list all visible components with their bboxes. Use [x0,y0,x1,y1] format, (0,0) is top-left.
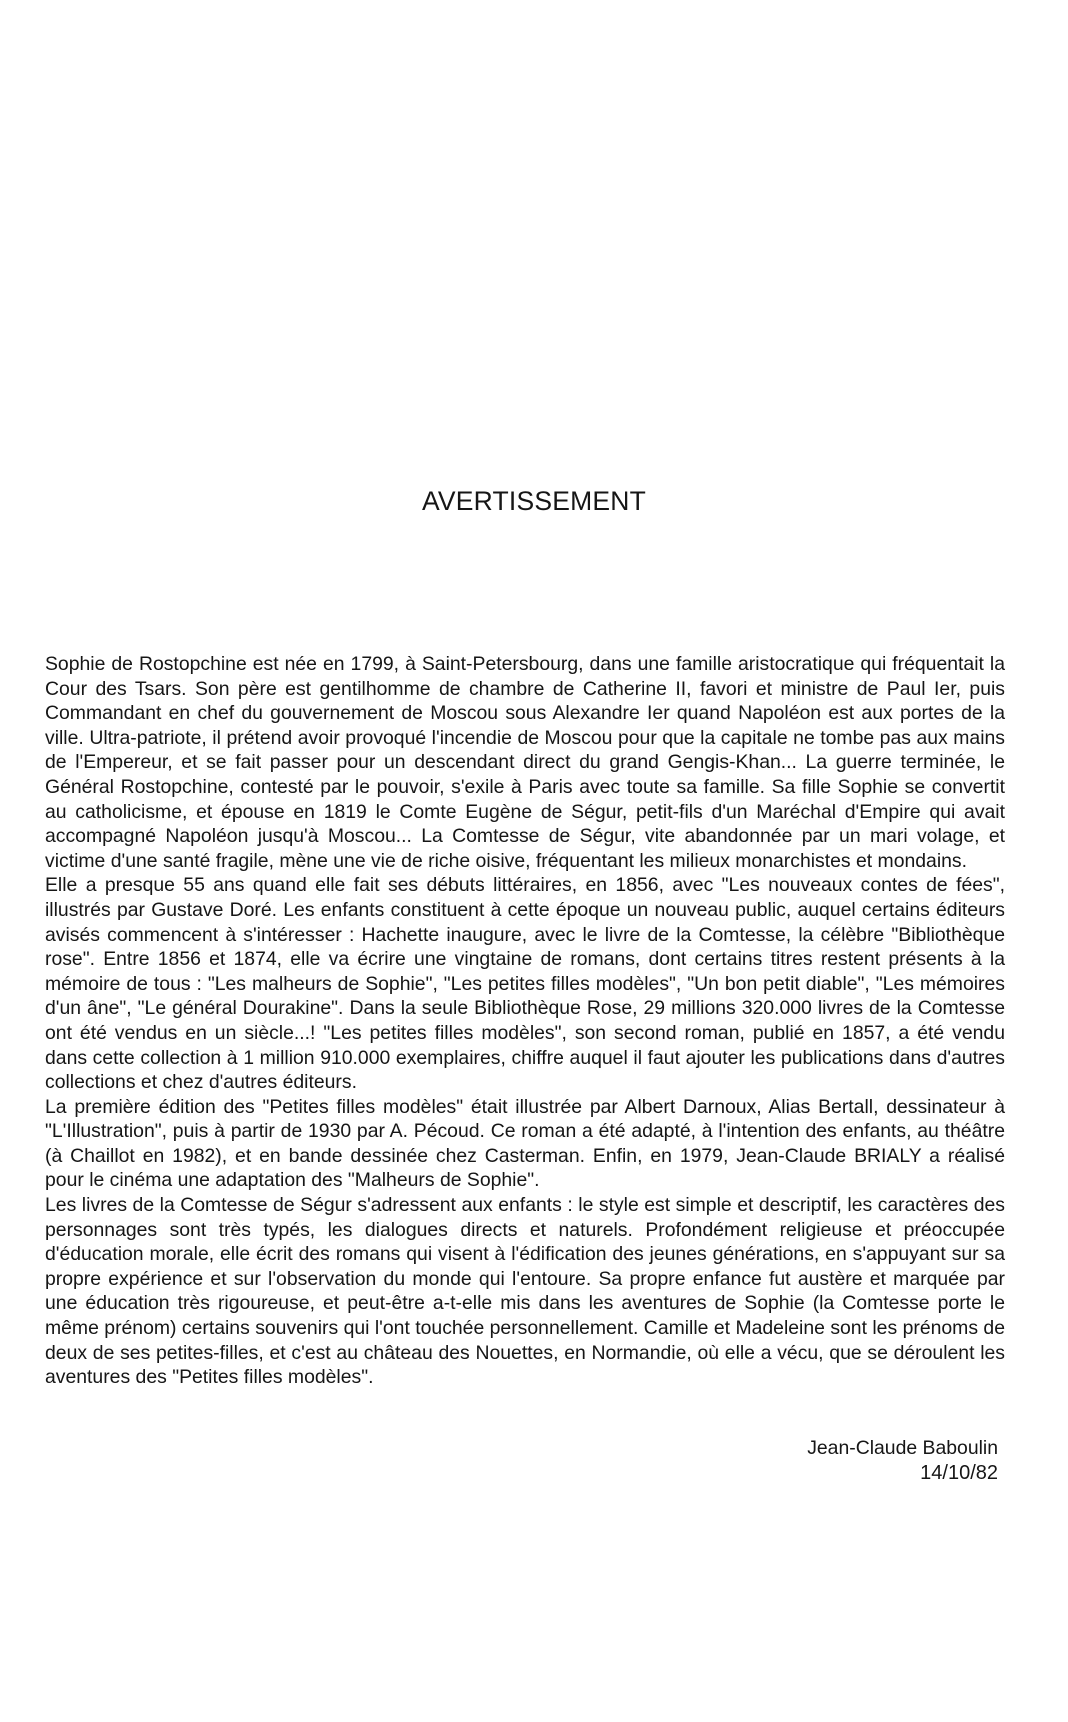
page-title: AVERTISSEMENT [422,486,646,516]
paragraph-biography: Sophie de Rostopchine est née en 1799, à Saint-Petersbourg, dans une famille aristocratique qui fréquentait la Cour des Tsars. Son père est gentilhomme de chambre de Catherine II, favori et ministre de Paul Ier, puis Commandant en chef du gouvernement de Moscou sous Alexandre Ier quand Napoléon est aux portes de la ville. Ultra-patriote, il prétend avoir provoqué l'incendie de Moscou pour que la capitale ne tombe pas aux mains de l'Empereur, et se fait passer pour un descendant direct du grand Gengis-Khan... La guerre terminée, le Général Rostopchine, contesté par le pouvoir, s'exile à Paris avec toute sa famille. Sa fille Sophie se convertit au catholicisme, et épouse en 1819 le Comte Eugène de Ségur, petit-fils d'un Maréchal d'Empire qui avait accompagné Napoléon jusqu'à Moscou... La Comtesse de Ségur, vite abandonnée par un mari volage, et victime d'une santé fragile, mène une vie de riche oisive, fréquentant les milieux monarchistes et mondains. [45,653,1005,872]
body-text [45,652,1005,1390]
paragraph-style: Les livres de la Comtesse de Ségur s'adressent aux enfants : le style est simple et descriptif, les caractères des personnages sont très typés, les dialogues directs et naturels. Profondément religieuse et préoccupée d'éducation morale, elle écrit des romans qui visent à l'édification des jeunes générations, en s'appuyant sur sa propre expérience et sur l'observation du monde qui l'entoure. Sa propre enfance fut austère et marquée par une éducation très rigoureuse, et peut-être a-t-elle mis dans les aventures de Sophie (la Comtesse porte le même prénom) certains souvenirs qui l'ont touchée personnellement. Camille et Madeleine sont les prénoms de deux de ses petites-filles, et c'est au château des Nouettes, en Normandie, où elle a vécu, que se déroulent les aventures des "Petites filles modèles". [45,1194,1005,1389]
paragraph-editions: La première édition des "Petites filles modèles" était illustrée par Albert Darnoux, Alias Bertall, dessinateur à "L'Illustration", puis à partir de 1930 par A. Pécoud. Ce roman a été adapté, à l'intention des enfants, au théâtre (à Chaillot en 1982), et en bande dessinée chez Casterman. Enfin, en 1979, Jean-Claude BRIALY a réalisé pour le cinéma une adaptation des "Malheurs de Sophie". [45,1095,1005,1192]
signature-date: 14/10/82 [920,1462,998,1484]
author-name: Jean-Claude Baboulin [807,1437,998,1459]
signature-block [807,1436,998,1486]
paragraph-literary-debut: Elle a presque 55 ans quand elle fait ses débuts littéraires, en 1856, avec "Les nouveaux contes de fées", illustrés par Gustave Doré. Les enfants constituent à cette époque un nouveau public, auquel certains éditeurs avisés commencent à s'intéresser : Hachette inaugure, avec le livre de la Comtesse, la célèbre "Bibliothèque rose". Entre 1856 et 1874, elle va écrire une vingtaine de romans, dont certains titres restent présents à la mémoire de tous : "Les malheurs de Sophie", "Les petites filles modèles", "Un bon petit diable", "Les mémoires d'un âne", "Le général Dourakine". Dans la seule Bibliothèque Rose, 29 millions 320.000 livres de la Comtesse ont été vendus en un siècle...! "Les petites filles modèles", son second roman, publié en 1857, a été vendu dans cette collection à 1 million 910.000 exemplaires, chiffre auquel il faut ajouter les publications dans d'autres collections et chez d'autres éditeurs. [45,874,1005,1094]
